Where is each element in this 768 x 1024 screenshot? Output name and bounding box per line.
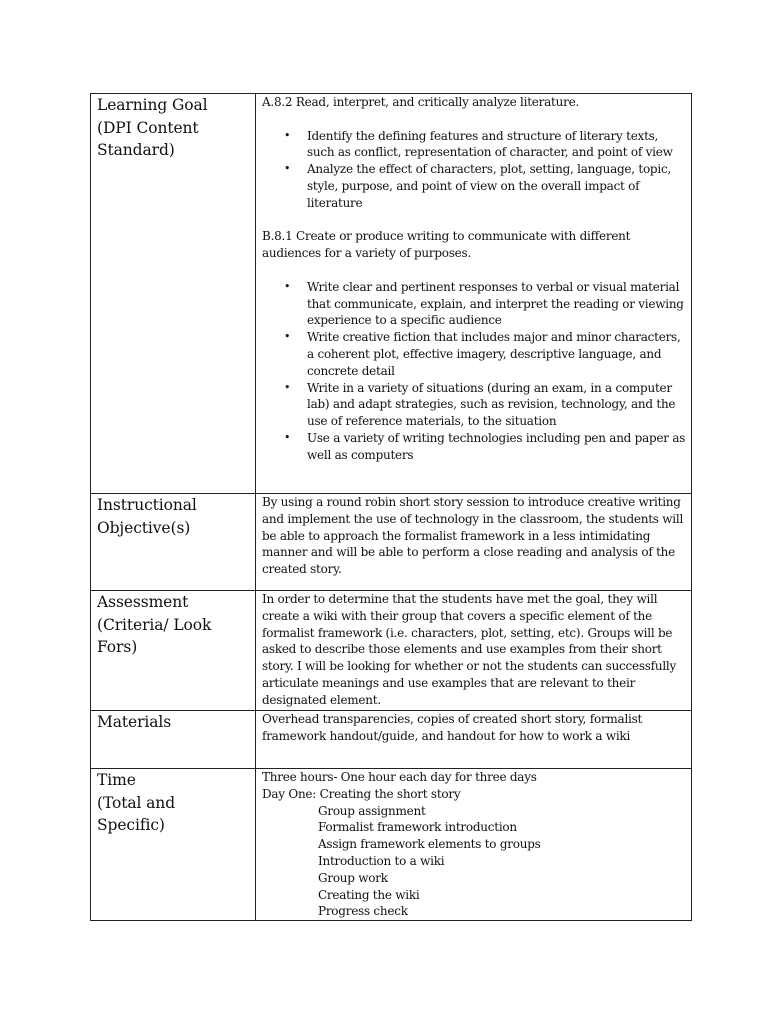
- row-label-line: (DPI Content: [97, 118, 199, 137]
- time-content: Three hours- One hour each day for three days Day One: Creating the short story Group assignment Formalist framework introduction Assign framework elements to groups Introduction to a wiki Group work Creating the wiki Progress check: [256, 769, 692, 921]
- assessment-label: [91, 591, 256, 711]
- row-label-line: (Criteria/ Look: [97, 615, 212, 634]
- standard-a-bullets: [262, 128, 687, 212]
- row-label-line: Instructional: [97, 496, 197, 514]
- list-item: • Use a variety of writing technologies including pen and paper as well as computers: [307, 430, 687, 464]
- schedule-item: Progress check: [318, 904, 408, 919]
- schedule-item: Introduction to a wiki: [318, 853, 445, 868]
- lesson-plan-table: [90, 93, 692, 921]
- time-row: [91, 769, 692, 921]
- row-label-line: Learning Goal: [97, 96, 208, 114]
- list-item: • Write clear and pertinent responses to verbal or visual material that communicate, explain, and interpret the reading or viewing experience to a specific audience: [307, 279, 687, 329]
- learning-goal-label: [91, 94, 256, 494]
- schedule-item: Group work: [318, 870, 388, 885]
- standard-a: A.8.2 Read, interpret, and critically analyze literature.: [262, 95, 579, 109]
- row-label-line: Standard): [97, 141, 175, 159]
- list-item: • Identify the defining features and structure of literary texts, such as conflict, representation of character, and point of view: [307, 128, 687, 162]
- row-label-line: (Total and: [97, 793, 176, 812]
- instructional-objective-label: [91, 494, 256, 591]
- schedule-item: Creating the wiki: [318, 887, 420, 902]
- list-item: • Analyze the effect of characters, plot, setting, language, topic, style, purpose, and point of view on the overall impact of literature: [307, 161, 687, 211]
- row-label-line: Specific): [97, 816, 165, 834]
- instructional-objective-content: By using a round robin short story session to introduce creative writing and implement the use of technology in the classroom, the students will be able to approach the formalist framework in a less intimidating manner and will be able to perform a close reading and analysis of the created story.: [256, 494, 692, 591]
- assessment-row: [91, 591, 692, 711]
- materials-label: [91, 711, 256, 769]
- instructional-objective-row: [91, 494, 692, 591]
- row-label-line: Fors): [97, 638, 138, 656]
- schedule-item: Formalist framework introduction: [318, 820, 517, 835]
- learning-goal-row: [91, 94, 692, 494]
- standard-b-bullets: [262, 279, 687, 464]
- schedule-item: Group assignment: [318, 803, 426, 818]
- row-label-line: Objective(s): [97, 518, 191, 537]
- list-item: • Write in a variety of situations (during an exam, in a computer lab) and adapt strategies, such as revision, technology, and the use of reference materials, to the situation: [307, 380, 687, 430]
- schedule-item: Assign framework elements to groups: [318, 837, 541, 852]
- time-label: [91, 769, 256, 921]
- learning-goal-content: [256, 94, 692, 494]
- row-label-line: Assessment: [97, 593, 189, 611]
- row-label-line: Materials: [97, 713, 172, 731]
- assessment-content: In order to determine that the students have met the goal, they will create a wiki with their group that covers a specific element of the formalist framework (i.e. characters, plot, setting, etc). Groups will be asked to describe those elements and use examples from their short story. I will be looking for whether or not the students can successfully articulate meanings and use examples that are relevant to their designated element.: [256, 591, 692, 711]
- materials-content: Overhead transparencies, copies of created short story, formalist framework handout/guide, and handout for how to work a wiki: [256, 711, 692, 769]
- materials-row: [91, 711, 692, 769]
- list-item: • Write creative fiction that includes major and minor characters, a coherent plot, effective imagery, descriptive language, and concrete detail: [307, 329, 687, 379]
- standard-b: B.8.1 Create or produce writing to communicate with different audiences for a variety of purposes.: [262, 229, 631, 261]
- row-label-line: Time: [97, 771, 136, 789]
